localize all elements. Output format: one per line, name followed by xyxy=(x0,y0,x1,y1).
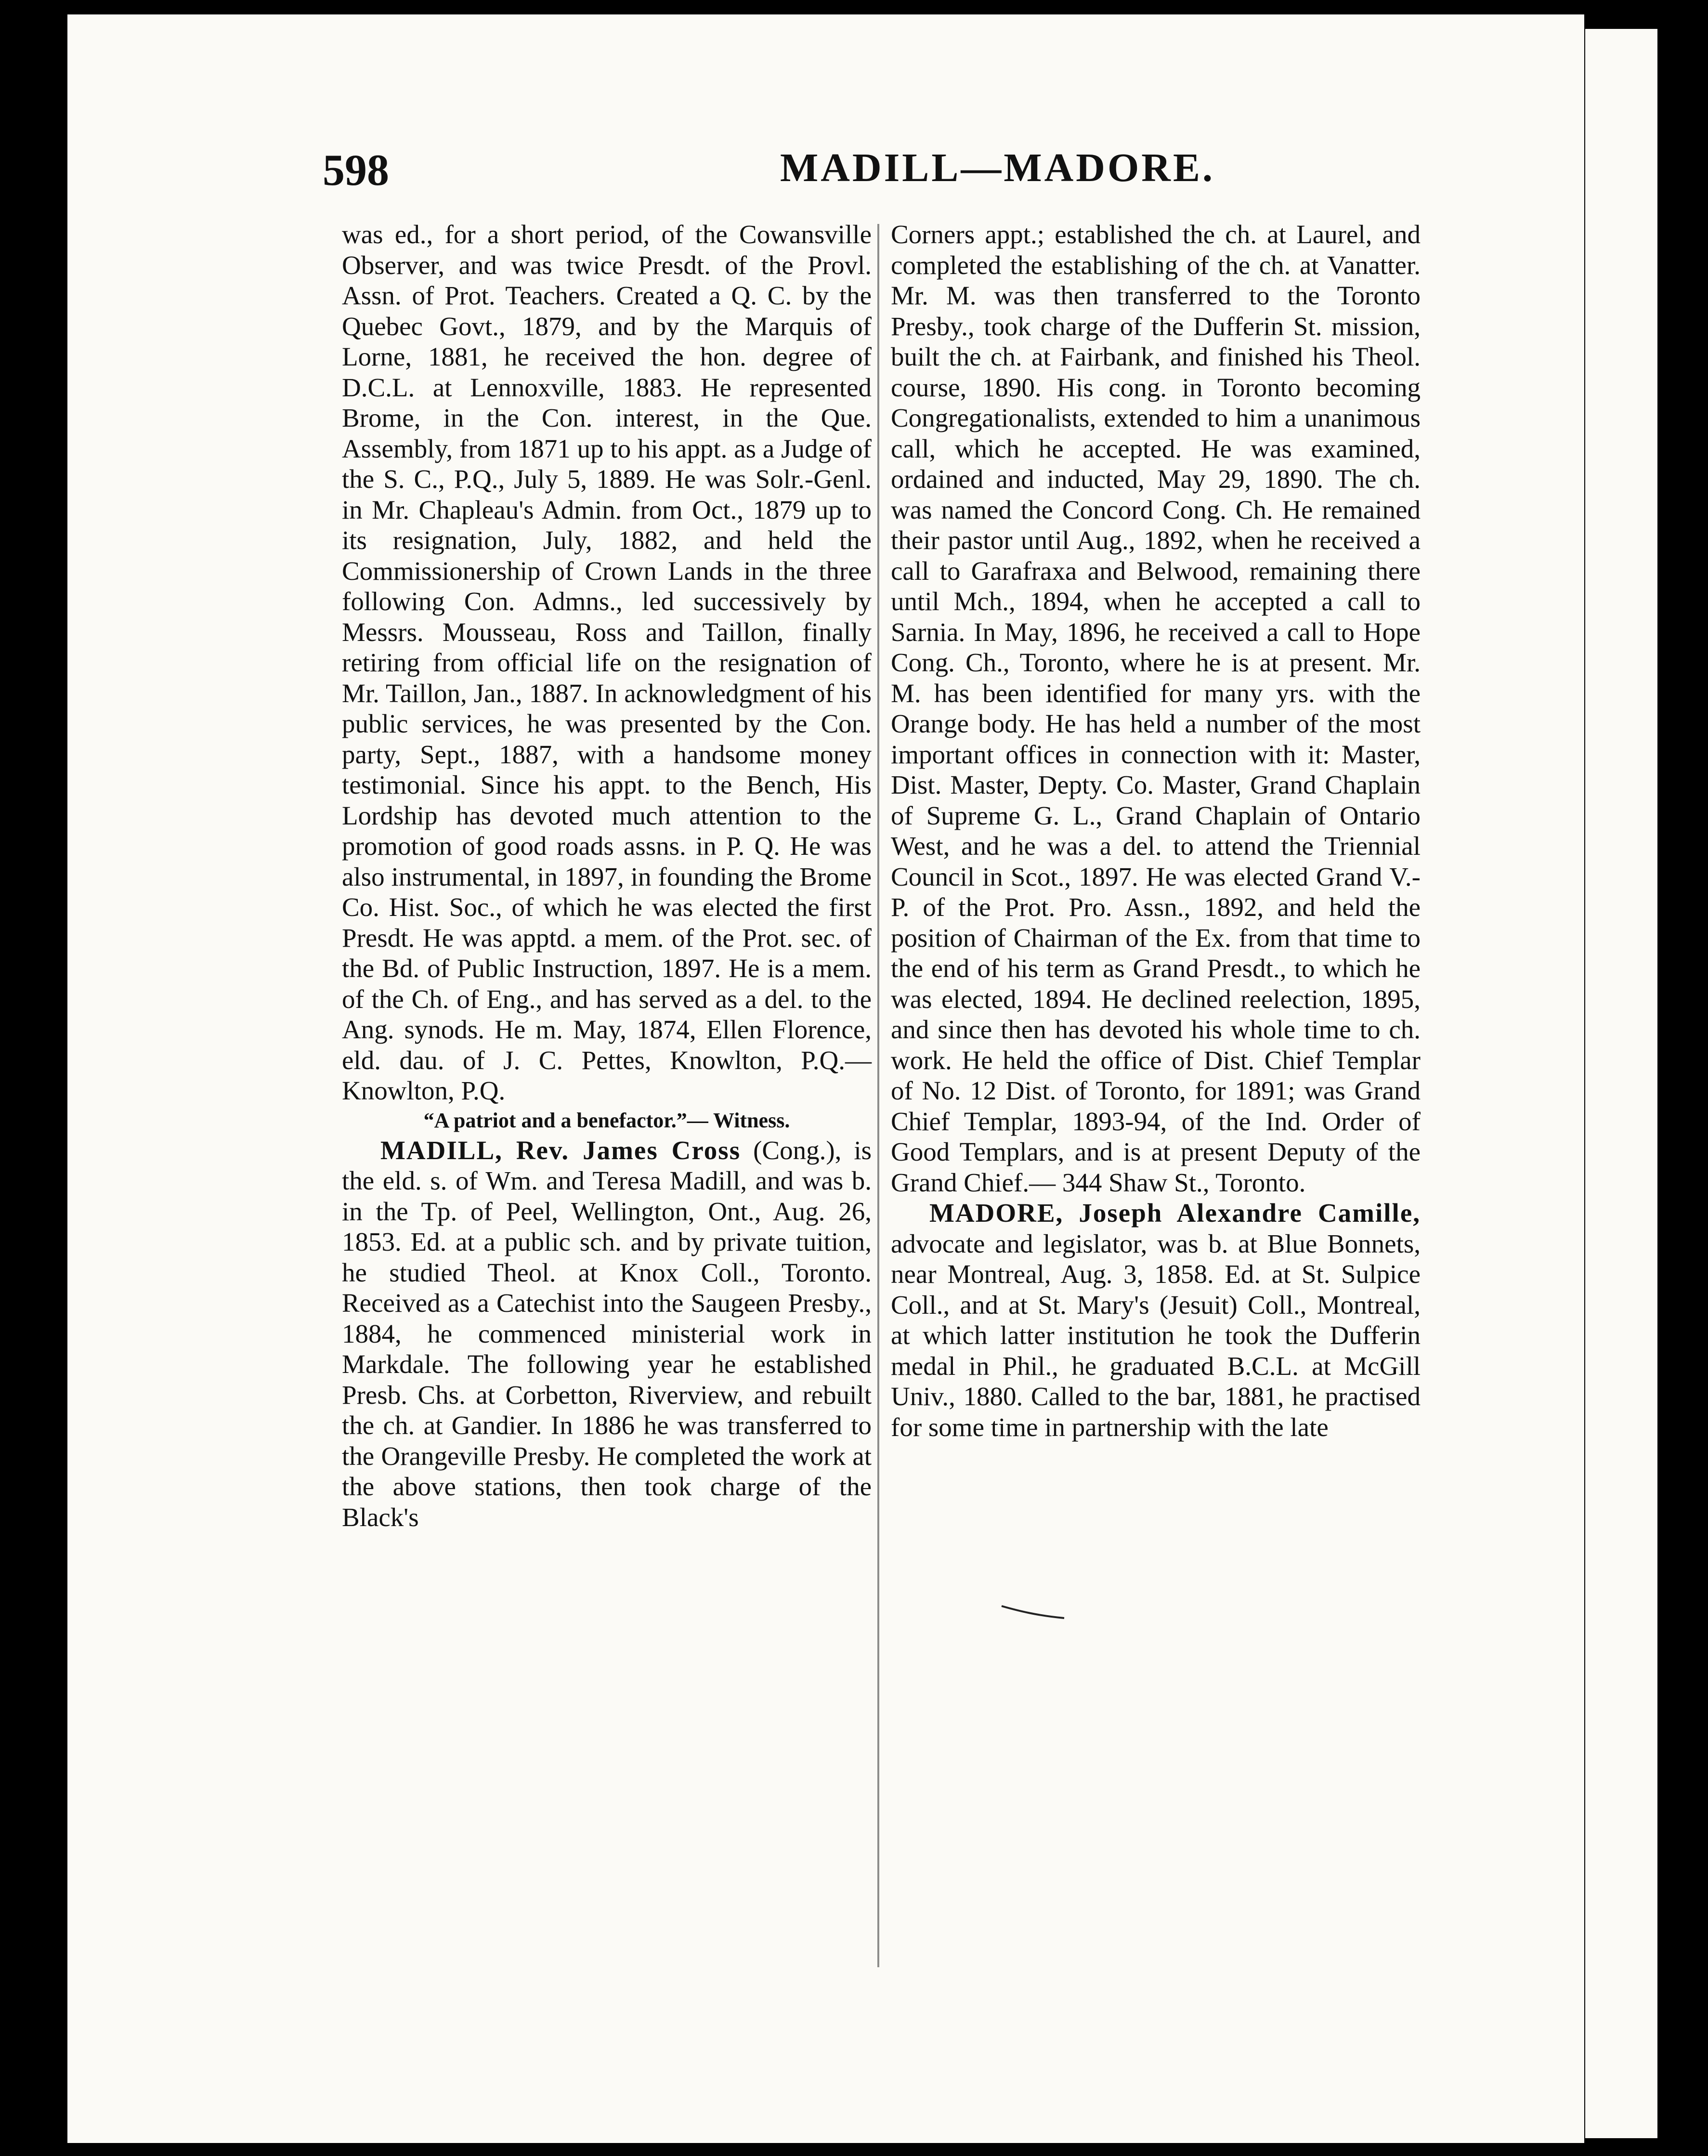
continued-paragraph: was ed., for a short period, of the Cowansville Observer, and was twice Presdt. of the Provl. Assn. of Prot. Teachers. Created a Q. C. by the Quebec Govt., 1879, and by the Marquis of Lorne, 1881, he received the hon. degree of D.C.L. at Lennoxville, 1883. He represented Brome, in the Con. interest, in the Que. Assembly, from 1871 up to his appt. as a Judge of the S. C., P.Q., July 5, 1889. He was Solr.-Genl. in Mr. Chapleau's Admin. from Oct., 1879 up to its resignation, July, 1882, and held the Commissionership of Crown Lands in the three following Con. Admns., led successively by Messrs. Mousseau, Ross and Taillon, finally retiring from official life on the resignation of Mr. Taillon, Jan., 1887. In acknowledgment of his public services, he was presented by the Con. party, Sept., 1887, with a handsome money testimonial. Since his appt. to the Bench, His Lordship has devoted much attention to the promotion of good roads assns. in P. Q. He was also instrumental, in 1897, in founding the Brome Co. Hist. Soc., of which he was elected the first Presdt. He was apptd. a mem. of the Prot. sec. of the Bd. of Public Instruction, 1897. He is a mem. of the Ch. of Eng., and has served as a del. to the Ang. synods. He m. May, 1874, Ellen Florence, eld. dau. of J. C. Pettes, Knowlton, P.Q.— Knowlton, P.Q. xyxy=(342,220,872,1105)
right-column xyxy=(891,219,1421,1442)
entry-heading: MADILL, Rev. James Cross xyxy=(380,1135,741,1165)
adjacent-page-edge xyxy=(1585,29,1657,2138)
entry-madill xyxy=(342,1135,872,1533)
entry-text: (Cong.), is the eld. s. of Wm. and Teresa Madill, and was b. in the Tp. of Peel, Wellington, Ont., Aug. 26, 1853. Ed. at a public sch. and by private tuition, he studied Theol. at Knox Coll., Toronto. Received as a Catechist into the Saugeen Presby., 1884, he commenced ministerial work in Markdale. The following year he established Presb. Chs. at Corbetton, Riverview, and rebuilt the ch. at Gandier. In 1886 he was transferred to the Orangeville Presby. He completed the work at the above stations, then took charge of the Black's xyxy=(342,1135,872,1532)
pen-stroke-mark xyxy=(999,1601,1067,1620)
entry-heading: MADORE, Joseph Alexandre Camille, xyxy=(929,1198,1421,1228)
page-header xyxy=(323,144,1708,207)
column-divider xyxy=(877,224,879,1967)
entry-madore xyxy=(891,1198,1421,1442)
entry-quote: “A patriot and a benefactor.”— Witness. xyxy=(423,1108,790,1132)
running-title: MADILL—MADORE. xyxy=(780,145,1215,190)
entry-text: advocate and legislator, was b. at Blue Bonnets, near Montreal, Aug. 3, 1858. Ed. at St. Sulpice Coll., and at St. Mary's (Jesuit) Coll., Montreal, at which latter institution he took the Dufferin medal in Phil., he graduated B.C.L. at McGill Univ., 1880. Called to the bar, 1881, he practised for some time in partnership with the late xyxy=(891,1228,1421,1442)
page-number: 598 xyxy=(323,145,389,195)
left-column xyxy=(342,219,872,1532)
continued-paragraph: Corners appt.; established the ch. at Laurel, and completed the establishing of the ch. at Vanatter. Mr. M. was then transferred to the Toronto Presby., took charge of the Dufferin St. mission, built the ch. at Fairbank, and finished his Theol. course, 1890. His cong. in Toronto becoming Congregationalists, extended to him a unanimous call, which he accepted. He was examined, ordained and inducted, May 29, 1890. The ch. was named the Concord Cong. Ch. He remained their pastor until Aug., 1892, when he received a call to Garafraxa and Belwood, remaining there until Mch., 1894, when he accepted a call to Sarnia. In May, 1896, he received a call to Hope Cong. Ch., Toronto, where he is at present. Mr. M. has been identified for many yrs. with the Orange body. He has held a number of the most important offices in connection with it: Master, Dist. Master, Depty. Co. Master, Grand Chaplain of Supreme G. L., Grand Chaplain of Ontario West, and he was a del. to attend the Triennial Council in Scot., 1897. He was elected Grand V.-P. of the Prot. Pro. Assn., 1892, and held the position of Chairman of the Ex. from that time to the end of his term as Grand Presdt., to which he was elected, 1894. He declined reelection, 1895, and since then has devoted his whole time to ch. work. He held the office of Dist. Chief Templar of No. 12 Dist. of Toronto, for 1891; was Grand Chief Templar, 1893-94, of the Ind. Order of Good Templars, and is at present Deputy of the Grand Chief.— 344 Shaw St., Toronto. xyxy=(891,220,1421,1197)
